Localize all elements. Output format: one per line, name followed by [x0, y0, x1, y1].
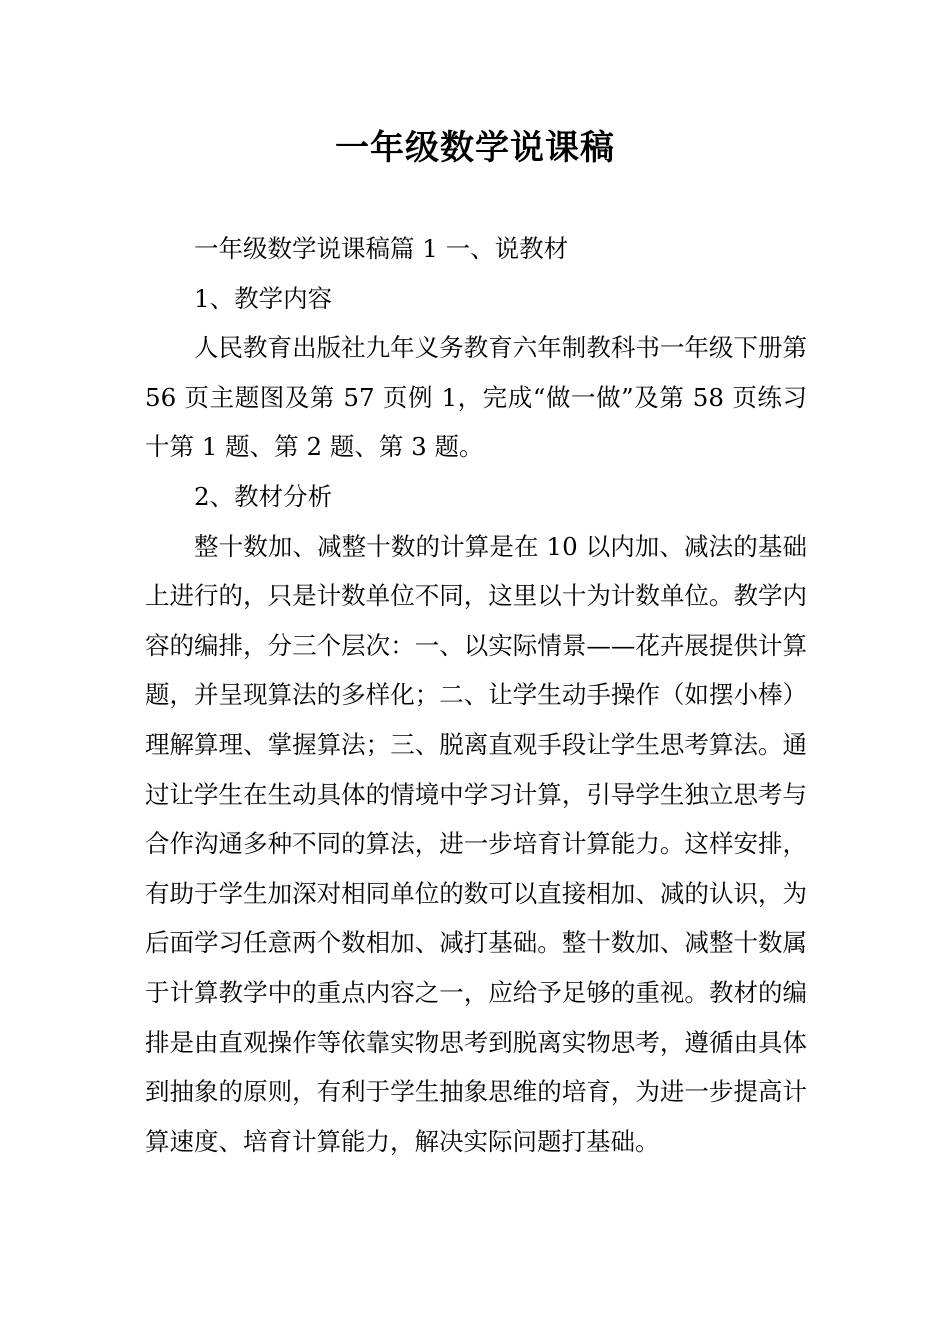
paragraph-subheading-analysis: 2、教材分析: [194, 481, 333, 511]
paragraph-subheading-content: 1、教学内容: [194, 283, 333, 313]
paragraph-section-heading: 一年级数学说课稿篇 1 一、说教材: [194, 234, 569, 263]
paragraph-content: 人民教育出版社九年义务教育六年制教科书一年级下册第 56 页主题图及第 57 页例 1，完成“做一做”及第 58 页练习十第 1 题、第 2 题、第 3 题。: [145, 333, 807, 462]
paragraph-analysis: 整十数加、减整十数的计算是在 10 以内加、减法的基础上进行的，只是计数单位不同，这里以十为计数单位。教学内容的编排，分三个层次：一、以实际情景——花卉展提供计算题，并呈现算法的多样化；二、让学生动手操作（如摆小棒）理解算理、掌握算法；三、脱离直观手段让学生思考算法。通过让学生在生动具体的情境中学习计算，引导学生独立思考与合作沟通多种不同的算法，进一步培育计算能力。这样安排，有助于学生加深对相同单位的数可以直接相加、减的认识，为后面学习任意两个数相加、减打基础。整十数加、减整十数属于计算教学中的重点内容之一，应给予足够的重视。教材的编排是由直观操作等依靠实物思考到脱离实物思考，遵循由具体到抽象的原则，有利于学生抽象思维的培育，为进一步提高计算速度、培育计算能力，解决实际问题打基础。: [145, 531, 807, 1156]
document-body: [145, 224, 807, 1166]
document-title: 一年级数学说课稿: [335, 128, 615, 168]
